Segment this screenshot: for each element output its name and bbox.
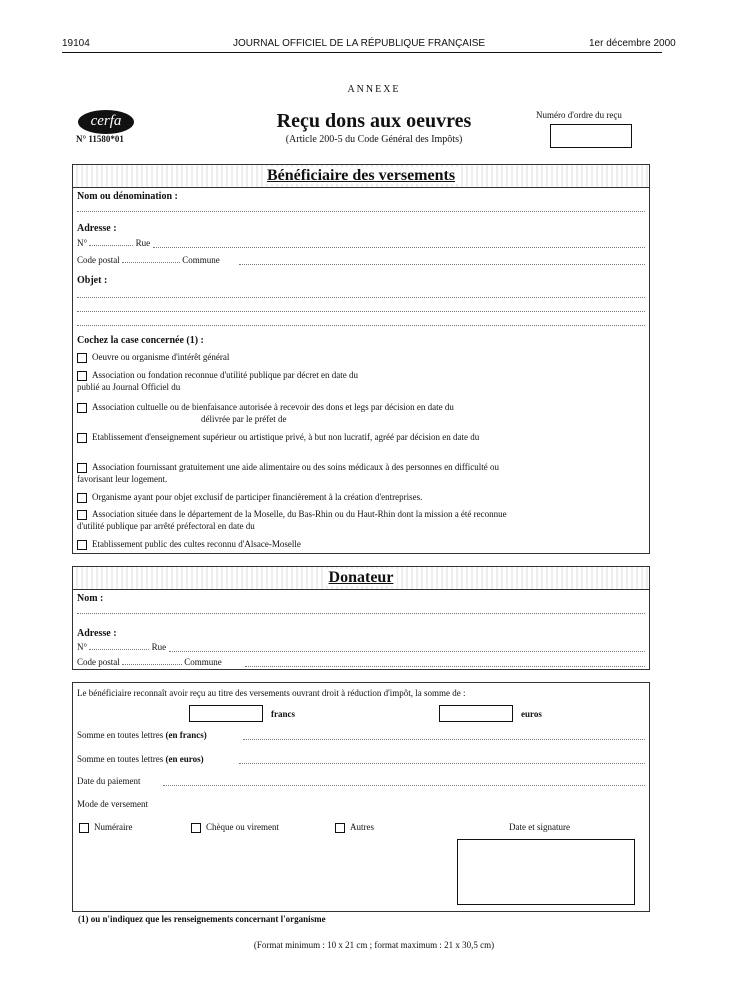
adresse-label: Adresse : (77, 223, 117, 234)
donateur-nom-field[interactable] (77, 613, 645, 614)
numeraire-checkbox[interactable] (79, 823, 89, 833)
option-3-checkbox[interactable] (77, 403, 87, 413)
beneficiaire-section (72, 164, 650, 554)
issue-date: 1er décembre 2000 (589, 38, 676, 49)
mode-versement-label: Mode de versement (77, 799, 148, 809)
francs-amount-input[interactable] (189, 705, 263, 722)
option-5-checkbox[interactable] (77, 463, 87, 473)
somme-francs-label: Somme en toutes lettres (77, 730, 164, 740)
option-5: Association fournissant gratuitement une aide alimentaire ou des soins médicaux à des personnes en difficulté ou favorisant leur logement. (77, 462, 499, 484)
form-subtitle: (Article 200-5 du Code Général des Impôts) (285, 134, 463, 145)
objet-label: Objet : (77, 275, 108, 286)
option-7: Association située dans le département de la Moselle, du Bas-Rhin ou du Haut-Rhin dont la mission a été reconnue d'utilité publique par arrêté préfectoral en date du (77, 509, 507, 531)
cerfa-number: N° 11580*01 (76, 134, 124, 144)
mode-autres: Autres (335, 821, 374, 833)
date-paiement-label: Date du paiement (77, 776, 141, 786)
date-paiement-field[interactable] (163, 785, 645, 786)
option-6: Organisme ayant pour objet exclusif de participer financièrement à la création d'entreprises. (77, 491, 645, 503)
somme-francs-field[interactable] (243, 739, 645, 740)
donateur-no-field[interactable] (89, 649, 149, 650)
somme-euros-unit: (en euros) (165, 754, 204, 764)
versement-intro: Le bénéficiaire reconnaît avoir reçu au titre des versements ouvrant droit à réduction d'impôt, la somme de : (77, 688, 466, 698)
euros-label: euros (521, 709, 542, 719)
option-6-checkbox[interactable] (77, 493, 87, 503)
option-4: Etablissement d'enseignement supérieur ou artistique privé, à but non lucratif, agréé par décision en date du (77, 431, 645, 443)
option-1: Oeuvre ou organisme d'intérêt général (77, 351, 645, 363)
signature-box[interactable] (457, 839, 635, 905)
beneficiaire-heading: Bénéficiaire des versements (73, 165, 649, 188)
cheque-checkbox[interactable] (191, 823, 201, 833)
journal-title: JOURNAL OFFICIEL DE LA RÉPUBLIQUE FRANÇAISE (233, 38, 486, 49)
option-7-checkbox[interactable] (77, 510, 87, 520)
option-1-checkbox[interactable] (77, 353, 87, 363)
format-note: (Format minimum : 10 x 21 cm ; format maximum : 21 x 30,5 cm) (253, 940, 495, 950)
annexe-label: ANNEXE (347, 84, 401, 95)
donateur-adresse-label: Adresse : (77, 628, 117, 639)
form-title: Reçu dons aux oeuvres (276, 110, 472, 132)
euros-amount-input[interactable] (439, 705, 513, 722)
somme-francs-unit: (en francs) (165, 730, 207, 740)
option-3: Association cultuelle ou de bienfaisance autorisée à recevoir des dons et legs par décision en date du délivrée par le préfet de (77, 401, 645, 425)
versement-section (72, 682, 650, 912)
cerfa-logo: cerfa (78, 110, 134, 134)
objet-field-2[interactable] (77, 311, 645, 312)
cp-label: Code postal (77, 255, 120, 265)
commune-label: Commune (182, 255, 220, 265)
header-rule (62, 52, 662, 53)
cp-field[interactable] (122, 262, 180, 263)
donateur-commune-label: Commune (184, 657, 222, 667)
footnote: (1) ou n'indiquez que les renseignements concernant l'organisme (78, 914, 326, 924)
mode-numeraire: Numéraire (79, 821, 132, 833)
donateur-heading: Donateur (73, 567, 649, 590)
francs-label: francs (271, 709, 295, 719)
option-8: Etablissement public des cultes reconnu d'Alsace-Moselle (77, 538, 645, 550)
ordre-input[interactable] (550, 124, 632, 148)
donateur-cp-label: Code postal (77, 657, 120, 667)
option-2-checkbox[interactable] (77, 371, 87, 381)
nom-label: Nom ou dénomination : (77, 191, 178, 202)
somme-euros-label: Somme en toutes lettres (77, 754, 164, 764)
mode-cheque: Chèque ou virement (191, 821, 279, 833)
autres-checkbox[interactable] (335, 823, 345, 833)
commune-field[interactable] (239, 264, 645, 265)
objet-field-1[interactable] (77, 297, 645, 298)
page-number: 19104 (62, 38, 90, 49)
donateur-rue-field[interactable] (169, 651, 645, 652)
somme-euros-field[interactable] (239, 763, 645, 764)
donateur-nom-label: Nom : (77, 593, 104, 604)
no-field[interactable] (89, 245, 133, 246)
no-label: N° (77, 238, 88, 248)
donateur-rue-label: Rue (151, 642, 167, 652)
donateur-cp-field[interactable] (122, 664, 182, 665)
rue-label: Rue (135, 238, 151, 248)
donateur-commune-field[interactable] (245, 666, 645, 667)
nom-field[interactable] (77, 211, 645, 212)
objet-field-3[interactable] (77, 325, 645, 326)
option-8-checkbox[interactable] (77, 540, 87, 550)
ordre-label: Numéro d'ordre du reçu (536, 110, 622, 120)
donateur-section (72, 566, 650, 670)
signature-label: Date et signature (509, 822, 570, 832)
rue-field[interactable] (153, 247, 645, 248)
donateur-no-label: N° (77, 642, 88, 652)
option-4-checkbox[interactable] (77, 433, 87, 443)
cochez-label: Cochez la case concernée (1) : (77, 335, 204, 346)
option-2: Association ou fondation reconnue d'utilité publique par décret en date du publié au Journal Officiel du (77, 370, 359, 392)
